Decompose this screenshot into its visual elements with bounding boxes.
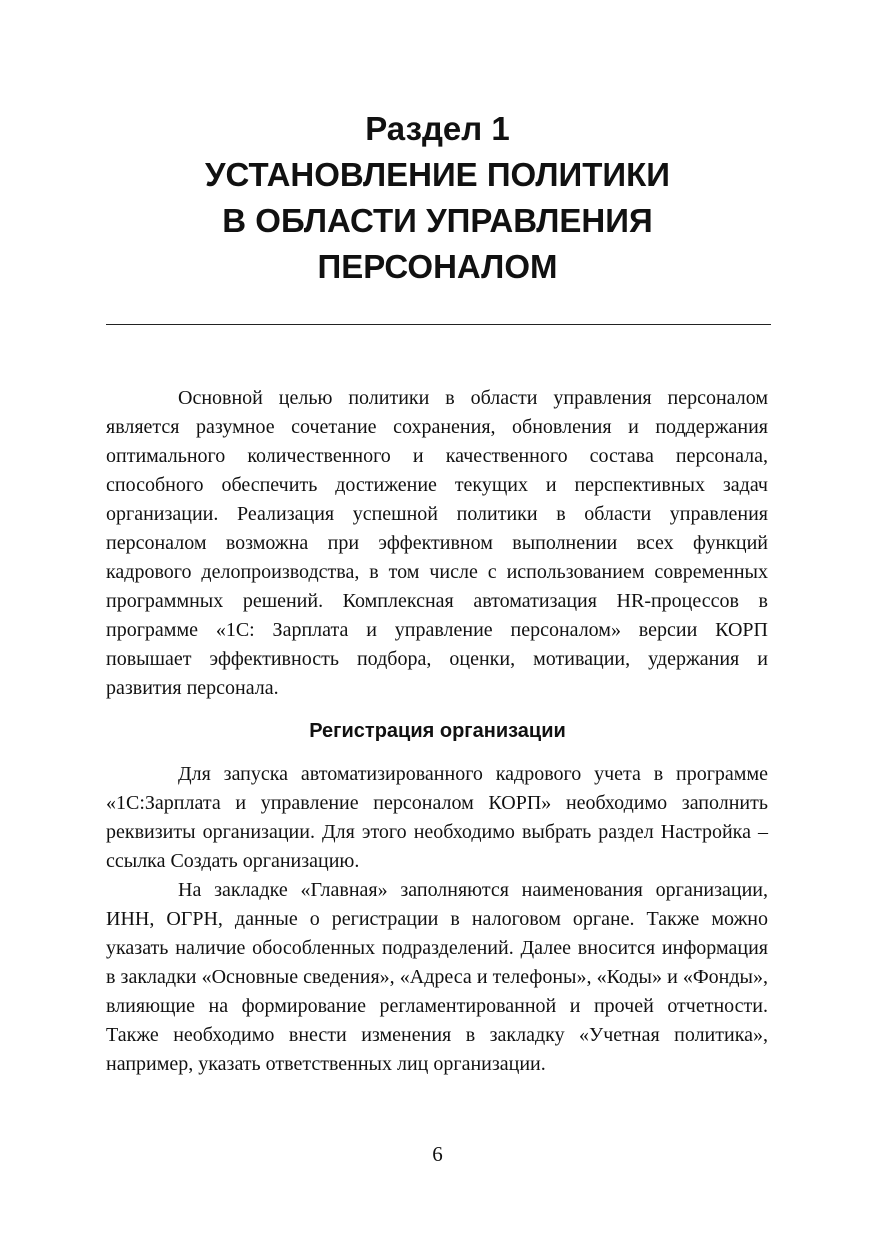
- section-title-line-3: ПЕРСОНАЛОМ: [317, 248, 558, 285]
- title-divider: [106, 324, 771, 325]
- registration-text-block: [106, 760, 768, 1079]
- section-title-line-1: УСТАНОВЛЕНИЕ ПОЛИТИКИ: [204, 156, 671, 193]
- intro-paragraph: Основной целью политики в области управления персоналом является разумное сочетание сохранения, обновления и поддержания оптимального количественного и качественного состава персонала, способного обеспечить достижение текущих и перспективных задач организации. Реализация успешной политики в области управления персоналом возможна при эффективном выполнении всех функций кадрового делопроизводства, в том числе с использованием современных программных решений. Комплексная автоматизация HR-процессов в программе «1С: Зарплата и управление персоналом» версии КОРП повышает эффективность подбора, оценки, мотивации, удержания и развития персонала.: [106, 387, 768, 699]
- registration-paragraph-1: Для запуска автоматизированного кадрового учета в программе «1С:Зарплата и управление персоналом КОРП» необходимо заполнить реквизиты организации. Для этого необходимо выбрать раздел Настройка – ссылка Создать организацию.: [106, 763, 768, 872]
- section-title-block: [0, 106, 875, 290]
- registration-heading: Регистрация организации: [309, 720, 566, 742]
- page-number: 6: [432, 1142, 443, 1166]
- section-label: Раздел 1: [365, 110, 510, 147]
- registration-paragraph-2: На закладке «Главная» заполняются наименования организации, ИНН, ОГРН, данные о регистрации в налоговом органе. Также можно указать наличие обособленных подразделений. Далее вносится информация в закладки «Основные сведения», «Адреса и телефоны», «Коды» и «Фонды», влияющие на формирование регламентированной и прочей отчетности. Также необходимо внести изменения в закладку «Учетная политика», например, указать ответственных лиц организации.: [106, 879, 768, 1075]
- intro-text-block: [106, 384, 768, 703]
- section-title-line-2: В ОБЛАСТИ УПРАВЛЕНИЯ: [222, 202, 653, 239]
